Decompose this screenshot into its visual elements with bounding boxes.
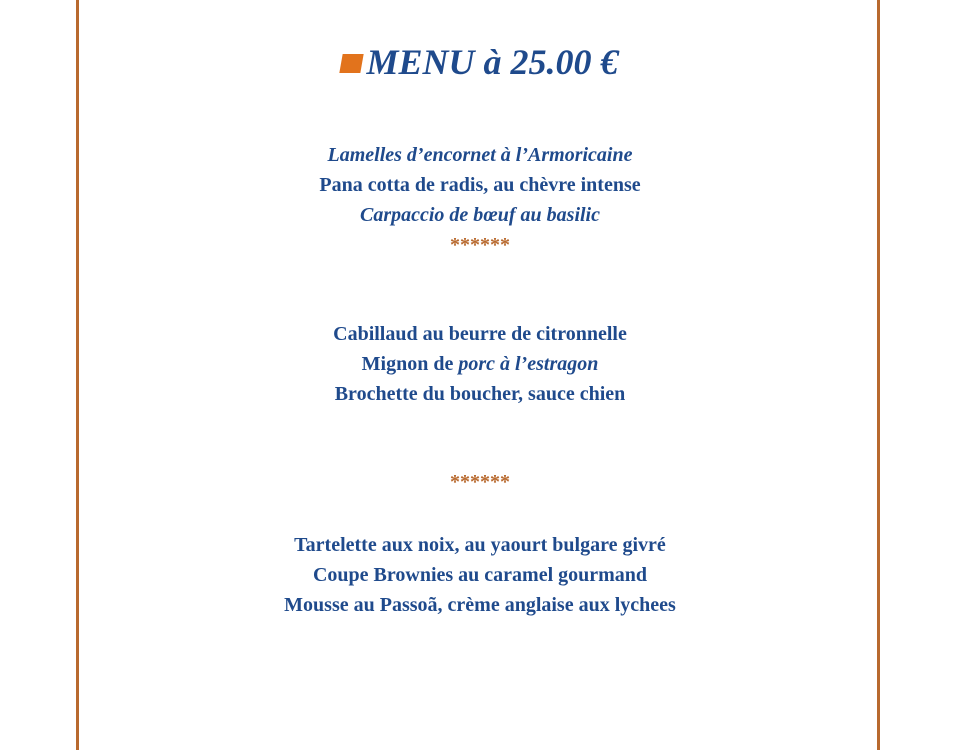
starter-item: Lamelles d’encornet à l’Armoricaine bbox=[327, 144, 633, 166]
main-item-plain: Mignon de bbox=[361, 353, 459, 375]
dessert-item: Coupe Brownies au caramel gourmand bbox=[312, 564, 648, 586]
main-item bbox=[0, 349, 960, 379]
starters-section bbox=[0, 140, 960, 260]
section-separator: ****** bbox=[450, 234, 510, 256]
menu-title bbox=[0, 40, 960, 84]
main-item: Brochette du boucher, sauce chien bbox=[334, 383, 626, 405]
square-bullet-icon bbox=[340, 54, 364, 73]
menu-title-text: MENU à 25.00 € bbox=[366, 42, 619, 82]
section-separator: ****** bbox=[450, 471, 510, 493]
main-item: Cabillaud au beurre de citronnelle bbox=[333, 323, 627, 345]
dessert-item: Tartelette aux noix, au yaourt bulgare givré bbox=[294, 534, 666, 556]
starter-item: Pana cotta de radis, au chèvre intense bbox=[319, 174, 641, 196]
main-item-italic: porc à l’estragon bbox=[458, 353, 599, 375]
separator-2-section bbox=[0, 467, 960, 497]
mains-section bbox=[0, 319, 960, 409]
desserts-section bbox=[0, 530, 960, 620]
starter-item: Carpaccio de bœuf au basilic bbox=[360, 204, 600, 226]
dessert-item: Mousse au Passoã, crème anglaise aux lychees bbox=[284, 594, 676, 616]
